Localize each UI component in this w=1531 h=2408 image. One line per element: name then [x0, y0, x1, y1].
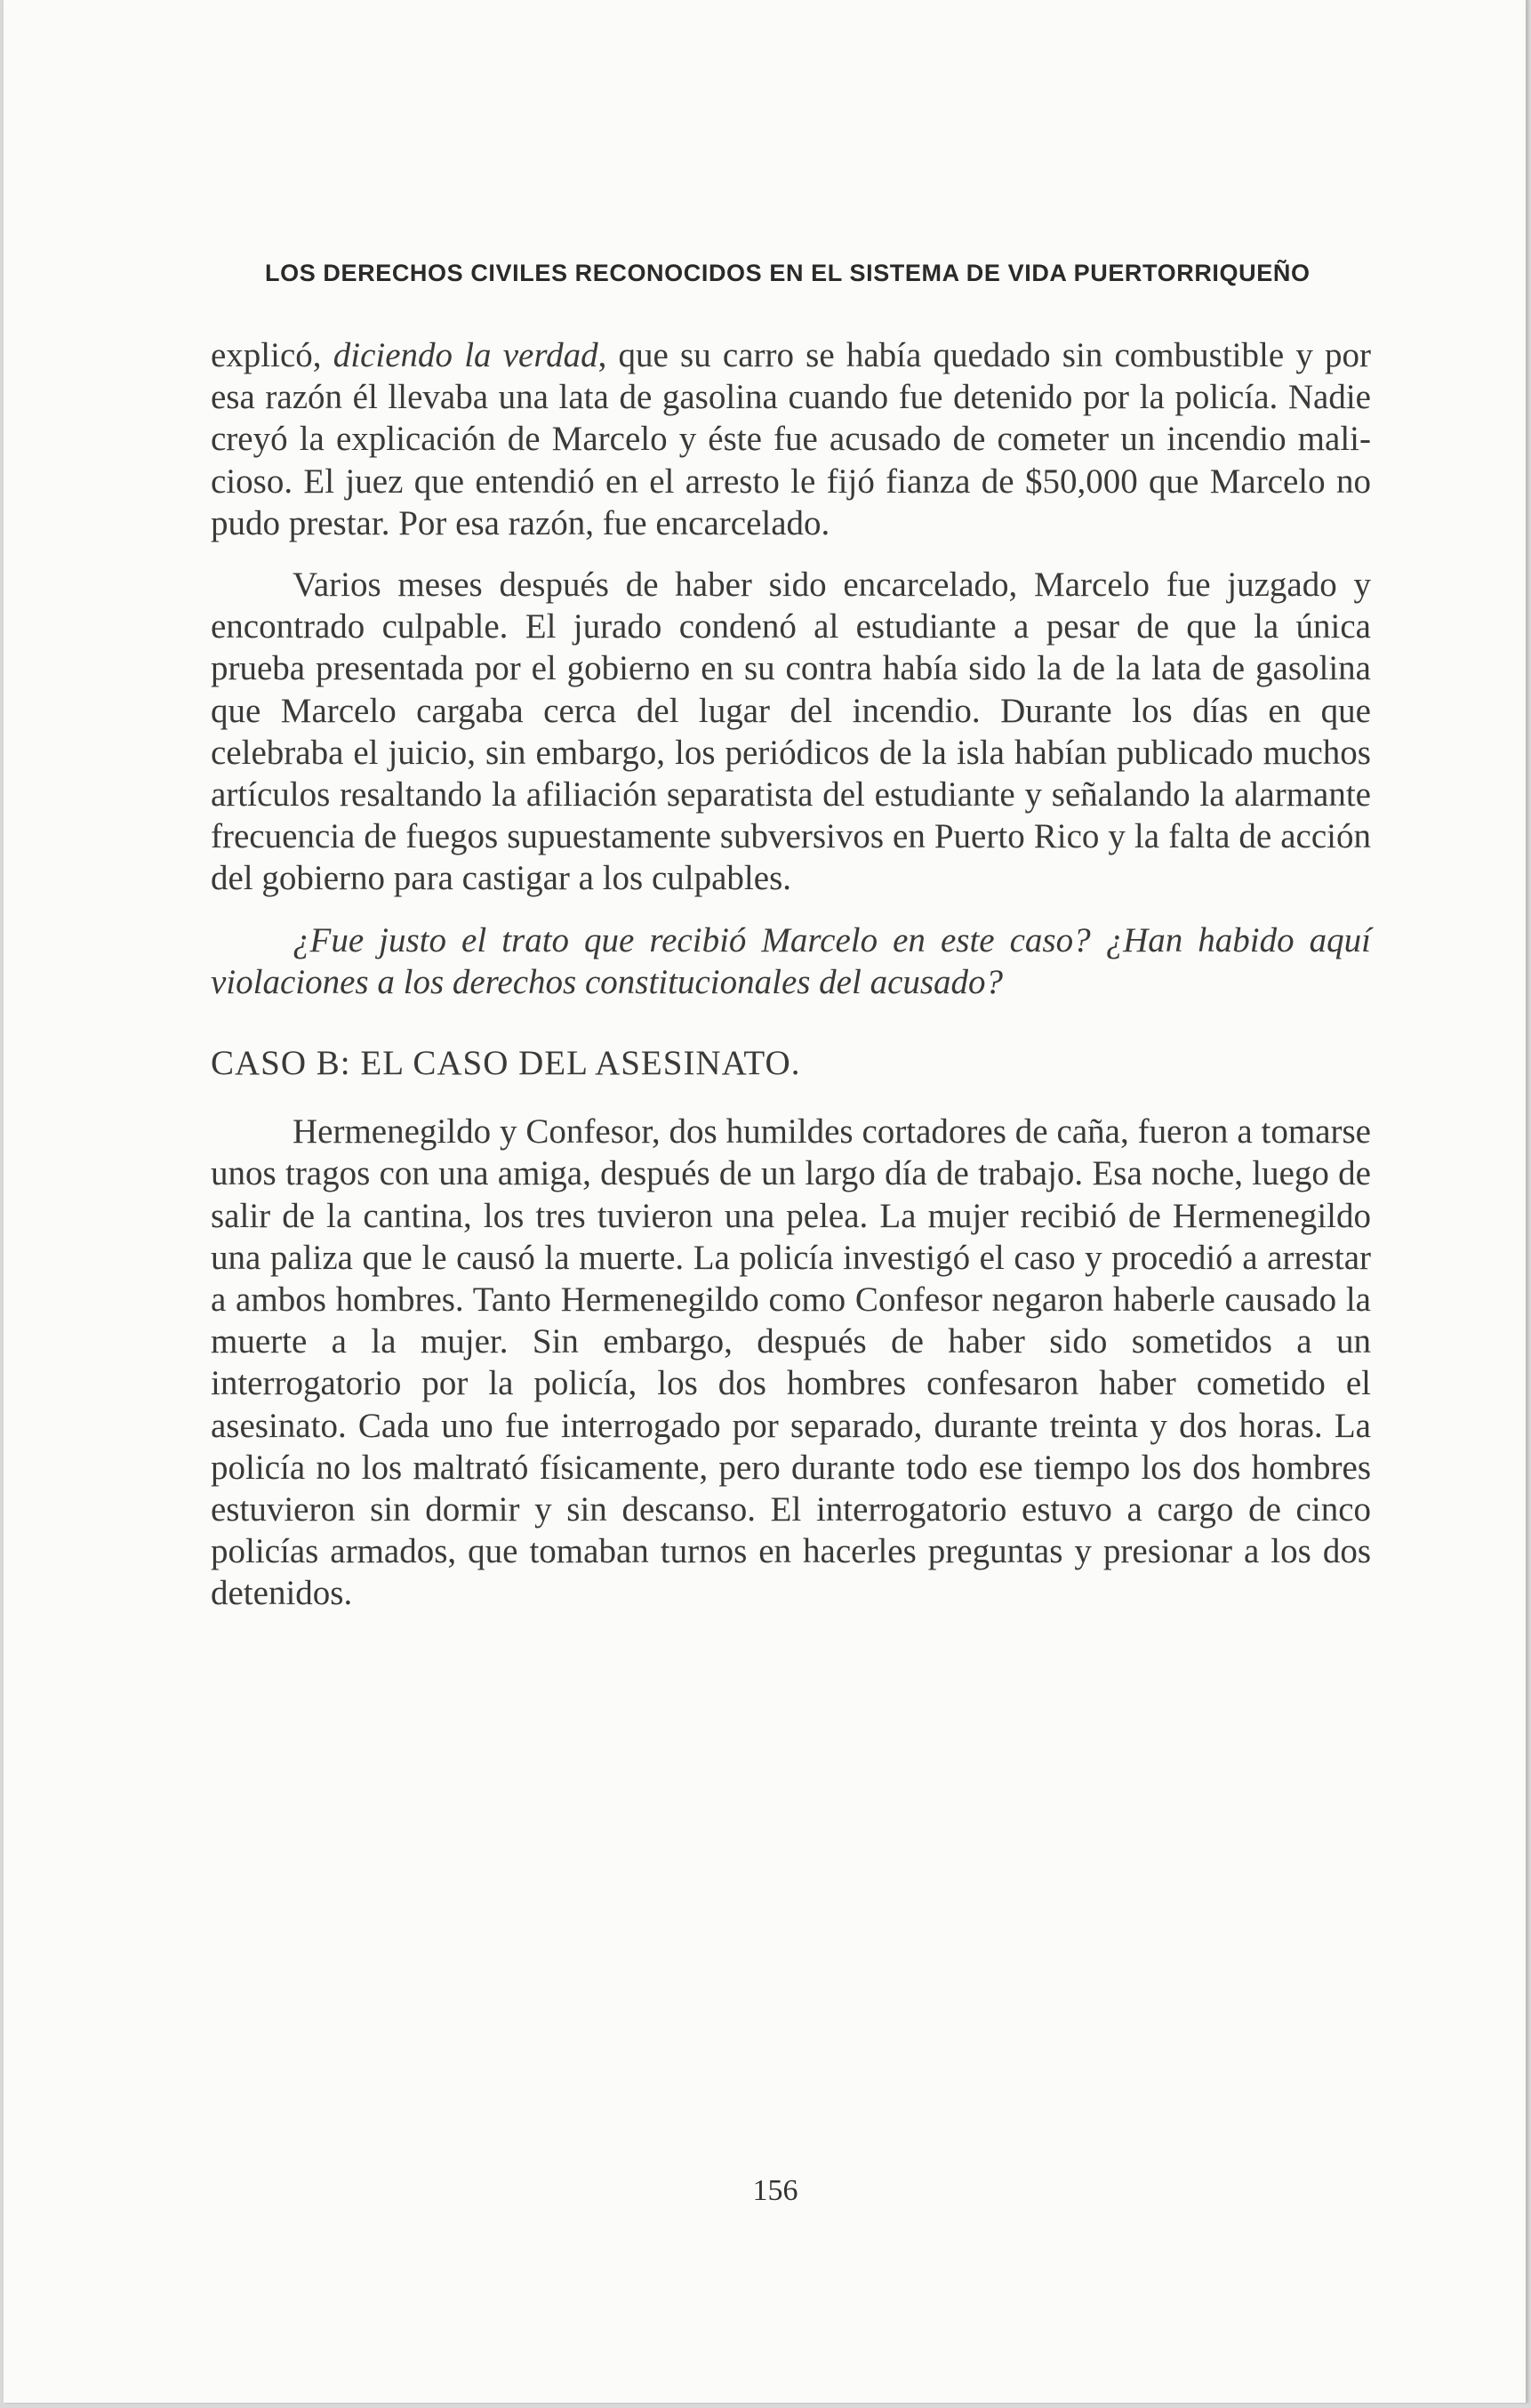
paragraph-1-emphasis: diciendo la verdad [333, 336, 598, 374]
paragraph-1 [211, 334, 1371, 544]
question: ¿Fue justo el trato que recibió Marcelo en este caso? ¿Han habido aquí violaciones a los derechos constitucionales del acusado? [211, 920, 1371, 1001]
paragraph-1-rest: , que su carro se había quedado sin combustible y por esa razón él llevaba una lata de gasolina cuando fue detenido por la policía. Nadie creyó la explicación de Marcelo y éste fue acusado de cometer un incendio malicioso. El juez que entendió en el arresto le fijó fianza de $50,000 que Marcelo no pudo prestar. Por esa razón, fue encarcelado. [211, 336, 1371, 542]
page-number: 156 [752, 2174, 798, 2207]
paragraph-1-lead: explicó, [211, 336, 333, 374]
paragraph-3: Hermenegildo y Confesor, dos humildes cortadores de caña, fueron a tomarse unos tragos con una amiga, después de un largo día de trabajo. Esa noche, luego de salir de la cantina, los tres tuvieron una pelea. La mujer recibió de Hermenegildo una paliza que le causó la muerte. La policía investigó el caso y procedió a arrestar a ambos hombres. Tanto Hermenegildo como Confesor negaron haberle causado la muerte a la mujer. Sin embargo, después de haber sido sometidos a un interrogatorio por la policía, los dos hombres confesaron haber cometido el asesinato. Cada uno fue interrogado por separado, durante treinta y dos horas. La policía no los maltrató físicamente, pero durante todo ese tiempo los dos hombres estuvieron sin dormir y sin descanso. El interrogatorio estuvo a cargo de cinco policías armados, que tomaban turnos en hacerles preguntas y presionar a los dos detenidos. [211, 1112, 1371, 1613]
running-head: LOS DERECHOS CIVILES RECONOCIDOS EN EL SISTEMA DE VIDA PUERTORRIQUEÑO [265, 260, 1311, 286]
section-title: CASO B: EL CASO DEL ASESINATO. [211, 1044, 801, 1083]
body-text [211, 334, 1371, 1615]
book-page [4, 0, 1527, 2403]
paragraph-2: Varios meses después de haber sido encarcelado, Marcelo fue juzgado y encontrado culpable. El jurado condenó al estudiante a pesar de que la única prueba presentada por el gobierno en su contra había sido la de la lata de gasolina que Marcelo cargaba cerca del lugar del incendio. Durante los días en que celebraba el juicio, sin embargo, los periódicos de la isla habían publicado muchos artículos resaltando la afiliación separatista del estudiante y señalando la alarmante frecuencia de fuegos supuestamente subversivos en Puerto Rico y la falta de acción del gobierno para castigar a los culpables. [211, 566, 1371, 898]
